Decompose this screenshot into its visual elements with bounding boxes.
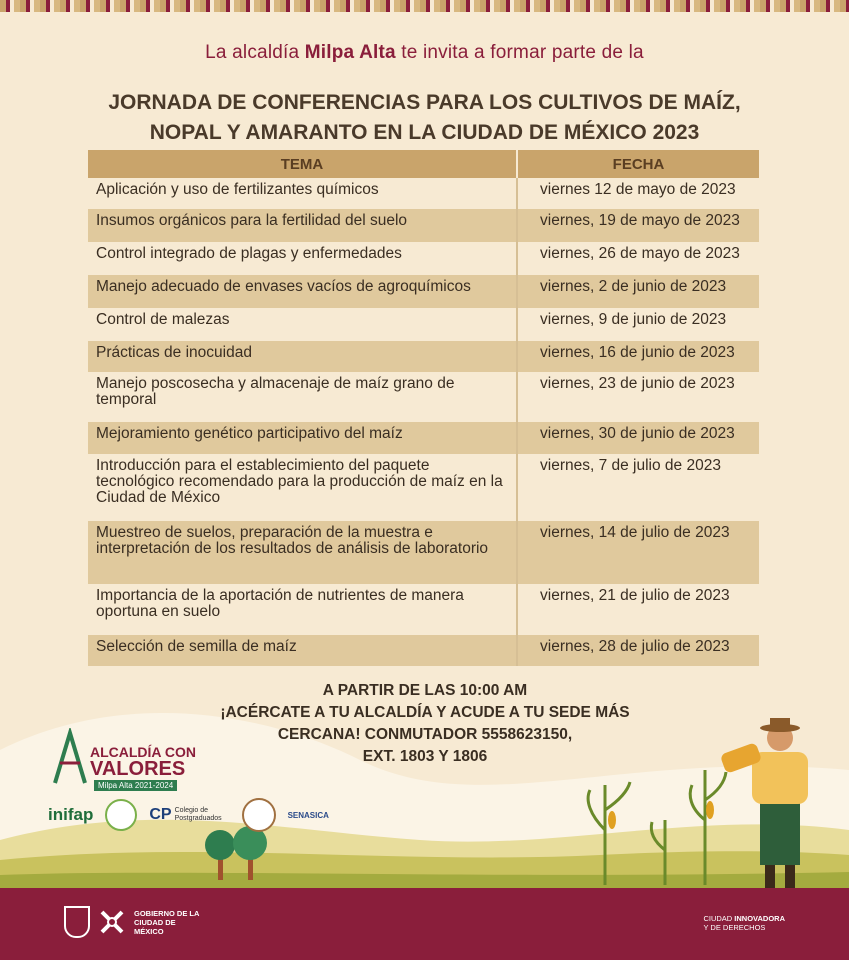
row-tema: Manejo poscosecha y almacenaje de maíz grano de temporal: [88, 372, 517, 422]
footer-line-3: CERCANA! CONMUTADOR 5558623150,: [277, 726, 573, 743]
invite-line: [0, 42, 849, 64]
row-fecha: viernes, 30 de junio de 2023: [517, 422, 759, 454]
row-tema: Selección de semilla de maíz: [88, 635, 517, 666]
cesavedf-logo: [105, 799, 137, 831]
row-fecha: viernes, 28 de julio de 2023: [517, 635, 759, 666]
gobierno-name: GOBIERNO DE LA CIUDAD DE MÉXICO: [134, 908, 200, 936]
invite-suffix: te invita a formar parte de la: [395, 42, 644, 63]
university-seal-logo: [242, 798, 276, 832]
row-tema: Muestreo de suelos, preparación de la muestra e interpretación de los resultados de análisis de laboratorio: [88, 521, 517, 584]
shield-icon: [64, 906, 90, 938]
title-line-1: JORNADA DE CONFERENCIAS PARA LOS CULTIVOS DE MAÍZ,: [108, 91, 741, 114]
row-fecha: viernes, 2 de junio de 2023: [517, 275, 759, 308]
city-tag-bold: INNOVADORA: [734, 914, 785, 923]
table-row: [88, 422, 759, 454]
row-tema: Importancia de la aportación de nutrientes de manera oportuna en suelo: [88, 584, 517, 635]
title-line-2: NOPAL Y AMARANTO EN LA CIUDAD DE MÉXICO 2023: [149, 121, 700, 144]
city-tag-prefix: CIUDAD: [703, 914, 735, 923]
schedule-table: [88, 150, 759, 666]
row-fecha: viernes, 9 de junio de 2023: [517, 308, 759, 341]
row-fecha: viernes, 14 de julio de 2023: [517, 521, 759, 584]
row-fecha: viernes, 16 de junio de 2023: [517, 341, 759, 372]
header-tema: TEMA: [88, 150, 517, 178]
table-row: [88, 209, 759, 242]
partner-logos: [48, 798, 329, 832]
row-fecha: viernes, 26 de mayo de 2023: [517, 242, 759, 275]
event-details: [150, 680, 700, 768]
table-row: [88, 341, 759, 372]
table-row: [88, 584, 759, 635]
alcaldia-emblem-icon: [50, 728, 90, 788]
row-tema: Control integrado de plagas y enfermedades: [88, 242, 517, 275]
cdmx-mark-icon: [98, 908, 126, 936]
row-fecha: viernes, 23 de junio de 2023: [517, 372, 759, 422]
inifap-logo: [48, 805, 93, 825]
page-title: [0, 88, 849, 148]
colpos-logo: [149, 807, 229, 823]
decorative-top-border: [0, 0, 849, 12]
table-header-row: [88, 150, 759, 178]
alcaldia-logo-line-2: VALORES: [90, 758, 186, 780]
senasica-logo: SENASICA: [287, 810, 329, 820]
alcaldia-logo: [50, 728, 195, 796]
row-tema: Aplicación y uso de fertilizantes químicos: [88, 178, 517, 209]
table-row: [88, 521, 759, 584]
row-fecha: viernes, 7 de julio de 2023: [517, 454, 759, 521]
table-row: [88, 178, 759, 209]
gobierno-cdmx-logo: [64, 906, 204, 938]
city-tagline: [703, 914, 785, 932]
table-row: [88, 454, 759, 521]
city-tag-suffix: Y DE DERECHOS: [703, 923, 766, 932]
row-fecha: viernes, 19 de mayo de 2023: [517, 209, 759, 242]
header-fecha: FECHA: [517, 150, 759, 178]
footer-line-1: A PARTIR DE LAS 10:00 AM: [322, 682, 528, 699]
row-tema: Control de malezas: [88, 308, 517, 341]
colpos-mark: CP: [149, 806, 172, 823]
alcaldia-logo-line-3: Milpa Alta 2021-2024: [94, 780, 177, 791]
table-row: [88, 635, 759, 666]
row-fecha: viernes, 21 de julio de 2023: [517, 584, 759, 635]
row-tema: Introducción para el establecimiento del paquete tecnológico recomendado para la producción de maíz en la Ciudad de México: [88, 454, 517, 521]
row-tema: Prácticas de inocuidad: [88, 341, 517, 372]
invite-prefix: La alcaldía: [205, 42, 305, 63]
invite-emphasis: Milpa Alta: [304, 42, 396, 63]
footer-line-2: ¡ACÉRCATE A TU ALCALDÍA Y ACUDE A TU SEDE MÁS: [220, 704, 630, 721]
table-row: [88, 275, 759, 308]
table-row: [88, 242, 759, 275]
colpos-name: Colegio de Postgraduados: [174, 807, 222, 822]
row-tema: Insumos orgánicos para la fertilidad del suelo: [88, 209, 517, 242]
row-tema: Manejo adecuado de envases vacíos de agroquímicos: [88, 275, 517, 308]
table-row: [88, 372, 759, 422]
alcaldia-logo-line-1: ALCALDÍA CON: [90, 744, 197, 760]
row-tema: Mejoramiento genético participativo del maíz: [88, 422, 517, 454]
table-row: [88, 308, 759, 341]
footer-line-4: EXT. 1803 Y 1806: [362, 748, 488, 765]
row-fecha: viernes 12 de mayo de 2023: [517, 178, 759, 209]
inifap-logo-text: inifap: [48, 805, 94, 824]
